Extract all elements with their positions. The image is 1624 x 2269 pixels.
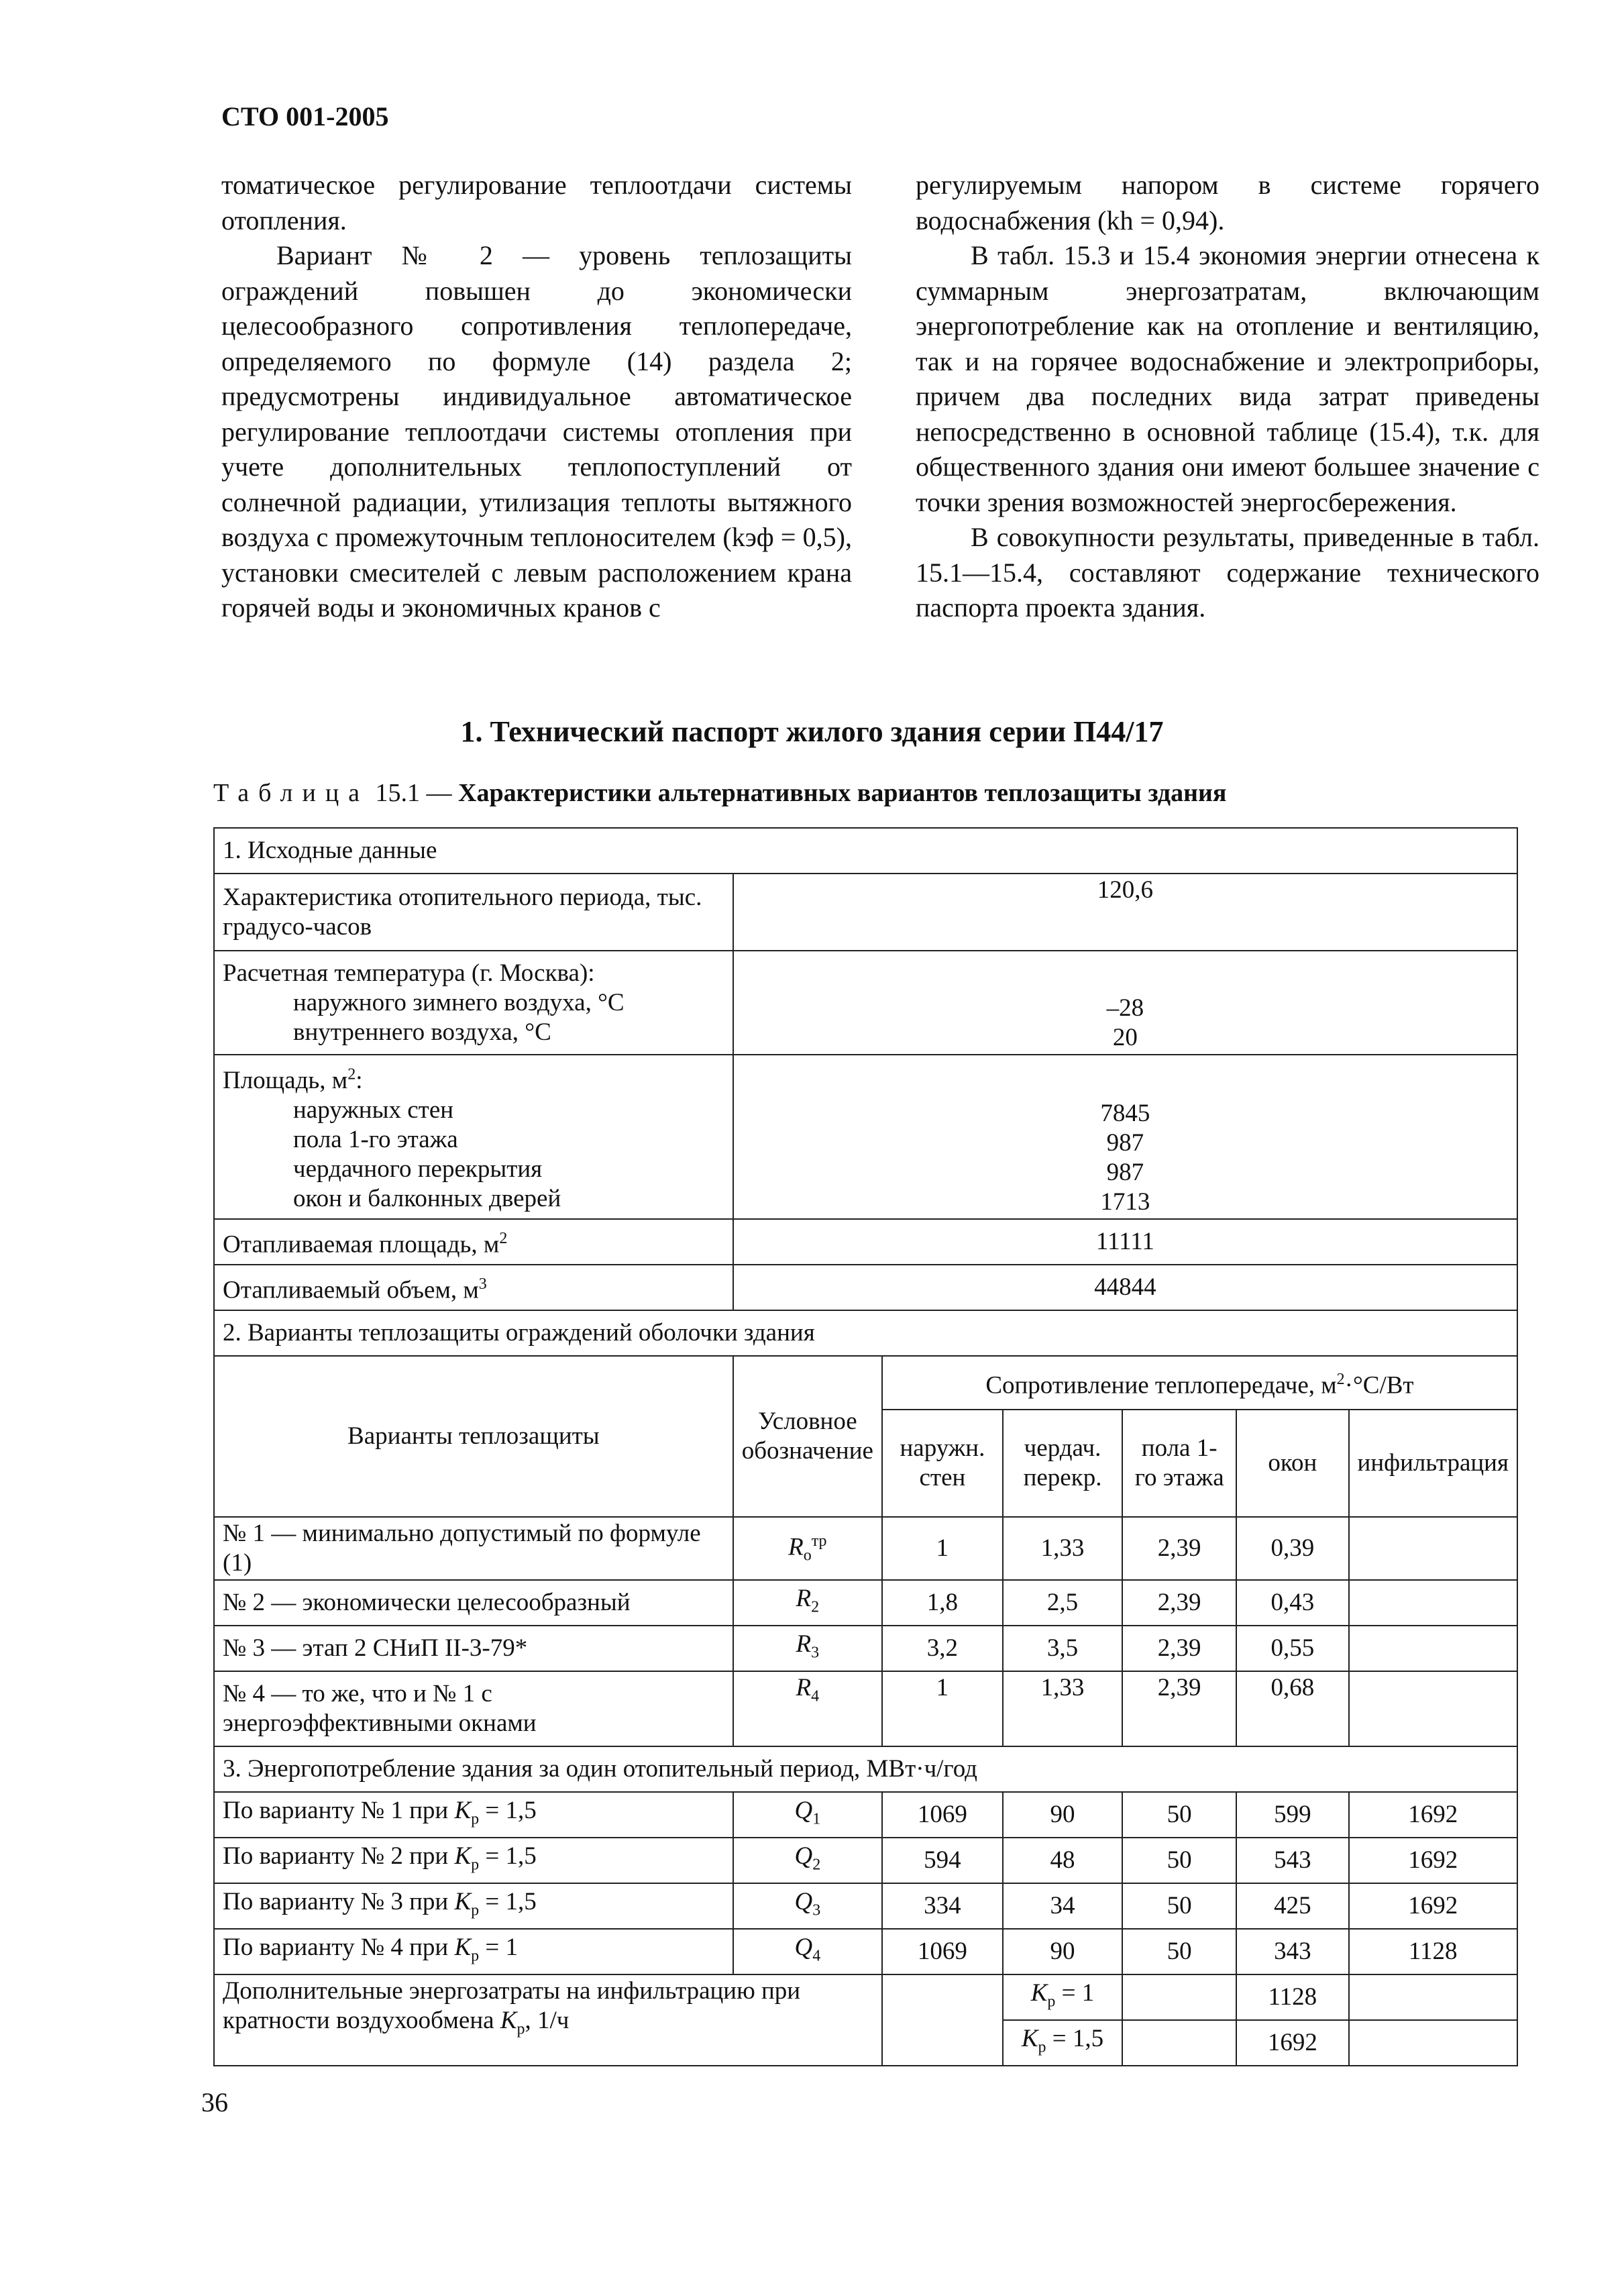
table-row: [214, 1929, 1517, 1974]
cell-value: 50: [1122, 1929, 1236, 1974]
energy-label: По варианту № 1 при $K_р = 1,5$: [214, 1792, 733, 1838]
column-header: чердач. перекр.: [1003, 1410, 1122, 1517]
extra-label: Дополнительные энергозатраты на инфильтрацию при кратности воздухообмена $K_р$, 1/ч: [214, 1974, 882, 2066]
variant-name: № 1 — минимально допустимый по формуле (1): [214, 1517, 733, 1580]
cell-value: 1692: [1349, 1883, 1518, 1929]
cell-value: 90: [1003, 1792, 1122, 1838]
cell-value: 0,55: [1236, 1626, 1348, 1671]
cell-value: 1,33: [1003, 1517, 1122, 1580]
label-text: наружных стен: [293, 1096, 454, 1124]
cell-value: 44844: [733, 1265, 1517, 1310]
cell-value: [733, 1055, 1517, 1219]
characteristics-table: [213, 827, 1518, 2066]
cell-value: 34: [1003, 1883, 1122, 1929]
row-label: Характеристика отопительного периода, тыс. градусо-часов: [214, 874, 733, 951]
cell-value: 1,8: [882, 1580, 1003, 1626]
cell-value: 50: [1122, 1883, 1236, 1929]
cell-value: 1069: [882, 1792, 1003, 1838]
cell-value: 425: [1236, 1883, 1348, 1929]
cell-value: 334: [882, 1883, 1003, 1929]
cell-value: 1692: [1236, 2020, 1348, 2066]
cell-value: [1349, 1626, 1518, 1671]
cell-value: 1692: [1349, 1792, 1518, 1838]
paragraph: В табл. 15.3 и 15.4 экономия энергии отнесена к суммарным энергозатратам, включающим энергопотребление как на отопление и вентиляцию, так и на горячее водоснабжение и электроприборы, причем два последних вида затрат приведены непосредственно в основной таблице (15.4), т.к. для общественного здания они имеют большее значение с точки зрения возможностей энергосбережения.: [916, 240, 1539, 517]
table-row: [214, 1517, 1517, 1580]
energy-symbol: $Q_3$: [733, 1883, 882, 1929]
label-text: наружного зимнего воздуха, °С: [293, 988, 625, 1016]
variant-symbol: $R_2$: [733, 1580, 882, 1626]
right-column: [916, 168, 1539, 626]
cell-value: 2,39: [1122, 1671, 1236, 1746]
cell-value: 1069: [882, 1929, 1003, 1974]
column-header: Условное обозначение: [733, 1356, 882, 1517]
cell-value: 1: [882, 1671, 1003, 1746]
energy-symbol: $Q_1$: [733, 1792, 882, 1838]
empty-cell: [1122, 1974, 1236, 2020]
variant-symbol: $R_4$: [733, 1671, 882, 1746]
cell-value: 3,5: [1003, 1626, 1122, 1671]
table-row: [214, 1671, 1517, 1746]
row-label: Отапливаемая площадь, $м^2$: [214, 1219, 733, 1265]
empty-cell: [1349, 2020, 1518, 2066]
row-label: [214, 951, 733, 1055]
caption-text: Характеристики альтернативных вариантов теплозащиты здания: [458, 779, 1227, 807]
empty-cell: [882, 2020, 1003, 2066]
label-text: внутреннего воздуха, °С: [293, 1018, 551, 1046]
cell-value: 1692: [1349, 1838, 1518, 1883]
cell-value: 2,5: [1003, 1580, 1122, 1626]
row-label: Отапливаемый объем, $м^3$: [214, 1265, 733, 1310]
cell-value: 0,43: [1236, 1580, 1348, 1626]
value: 20: [1112, 1024, 1138, 1051]
cell-value: 120,6: [733, 874, 1517, 951]
label-text: чердачного перекрытия: [293, 1155, 543, 1183]
variant-name: № 4 — то же, что и № 1 с энергоэффективными окнами: [214, 1671, 733, 1746]
cell-value: 0,68: [1236, 1671, 1348, 1746]
cell-value: 48: [1003, 1838, 1122, 1883]
cell-value: 1128: [1349, 1929, 1518, 1974]
left-column: [221, 168, 852, 626]
table-row: [214, 1974, 1517, 2020]
energy-symbol: $Q_2$: [733, 1838, 882, 1883]
cell-value: 90: [1003, 1929, 1122, 1974]
variant-symbol: $R_3$: [733, 1626, 882, 1671]
k-label: $K_р = 1$: [1003, 1974, 1122, 2020]
caption-number: 15.1 —: [375, 779, 452, 807]
caption-label: Таблица: [213, 779, 370, 807]
cell-value: 1,33: [1003, 1671, 1122, 1746]
paragraph: В совокупности результаты, приведенные в табл. 15.1—15.4, составляют содержание технического паспорта проекта здания.: [916, 522, 1539, 623]
paragraph: регулируемым напором в системе горячего водоснабжения (kh = 0,94).: [916, 170, 1539, 235]
table-row: [214, 1792, 1517, 1838]
empty-cell: [1349, 1974, 1518, 2020]
value: 1713: [1100, 1188, 1150, 1216]
k-label: $K_р = 1,5$: [1003, 2020, 1122, 2066]
cell-value: 2,39: [1122, 1580, 1236, 1626]
table-row: [214, 1838, 1517, 1883]
cell-value: [1349, 1517, 1518, 1580]
value: 987: [1106, 1129, 1144, 1157]
document-header: СТО 001-2005: [221, 101, 389, 131]
variant-name: № 3 — этап 2 СНиП II-3-79*: [214, 1626, 733, 1671]
cell-value: [1349, 1671, 1518, 1746]
cell-value: 50: [1122, 1838, 1236, 1883]
cell-value: 0,39: [1236, 1517, 1348, 1580]
page-number: 36: [201, 2087, 228, 2117]
table-row: [214, 1626, 1517, 1671]
column-header: инфильтрация: [1349, 1410, 1518, 1517]
empty-cell: [882, 1974, 1003, 2020]
cell-value: 1128: [1236, 1974, 1348, 2020]
column-header: окон: [1236, 1410, 1348, 1517]
table-row: [214, 1883, 1517, 1929]
cell-value: 2,39: [1122, 1517, 1236, 1580]
cell-value: 50: [1122, 1792, 1236, 1838]
section-title: 1. Технический паспорт жилого здания серии П44/17: [460, 715, 1164, 748]
cell-value: 599: [1236, 1792, 1348, 1838]
cell-value: 2,39: [1122, 1626, 1236, 1671]
column-header: Варианты теплозащиты: [214, 1356, 733, 1517]
cell-value: 543: [1236, 1838, 1348, 1883]
cell-value: 594: [882, 1838, 1003, 1883]
energy-symbol: $Q_4$: [733, 1929, 882, 1974]
cell-value: [733, 951, 1517, 1055]
value: 7845: [1100, 1100, 1150, 1127]
column-header: наружн. стен: [882, 1410, 1003, 1517]
energy-label: По варианту № 4 при $K_р = 1$: [214, 1929, 733, 1974]
section-heading: 3. Энергопотребление здания за один отопительный период, МВт·ч/год: [214, 1746, 1517, 1792]
row-label: [214, 1055, 733, 1219]
table-row: [214, 1580, 1517, 1626]
column-header: пола 1-го этажа: [1122, 1410, 1236, 1517]
value: 987: [1106, 1159, 1144, 1186]
label-text: окон и балконных дверей: [293, 1185, 561, 1213]
label-text: пола 1-го этажа: [293, 1126, 458, 1154]
variant-name: № 2 — экономически целесообразный: [214, 1580, 733, 1626]
cell-value: 11111: [733, 1219, 1517, 1265]
cell-value: 1: [882, 1517, 1003, 1580]
cell-value: [1349, 1580, 1518, 1626]
label-text: Расчетная температура (г. Москва):: [223, 959, 595, 987]
energy-label: По варианту № 3 при $K_р = 1,5$: [214, 1883, 733, 1929]
cell-value: 343: [1236, 1929, 1348, 1974]
paragraph: томатическое регулирование теплоотдачи системы отопления.: [221, 170, 852, 235]
table-caption: [213, 778, 1226, 808]
value: –28: [1106, 994, 1144, 1022]
energy-label: По варианту № 2 при $K_р = 1,5$: [214, 1838, 733, 1883]
column-header: Сопротивление теплопередаче, $м^2\cdot^\circ С/Вт$: [882, 1356, 1517, 1410]
empty-cell: [1122, 2020, 1236, 2066]
label-text: Площадь, $м^2$:: [223, 1065, 363, 1095]
section-heading: 1. Исходные данные: [214, 828, 1517, 874]
cell-value: 3,2: [882, 1626, 1003, 1671]
section-heading: 2. Варианты теплозащиты ограждений оболочки здания: [214, 1310, 1517, 1356]
paragraph: Вариант № 2 — уровень теплозащиты ограждений повышен до экономически целесообразного сопротивления теплопередаче, определяемого по формуле (14) раздела 2; предусмотрены индивидуальное автоматическое регулирование теплоотдачи системы отопления при учете дополнительных теплопоступлений от солнечной радиации, утилизация теплоты вытяжного воздуха с промежуточным теплоносителем (kэф = 0,5), установки смесителей с левым расположением крана горячей воды и экономичных кранов с: [221, 240, 852, 623]
variant-symbol: $R_о^{тр}$: [733, 1517, 882, 1580]
